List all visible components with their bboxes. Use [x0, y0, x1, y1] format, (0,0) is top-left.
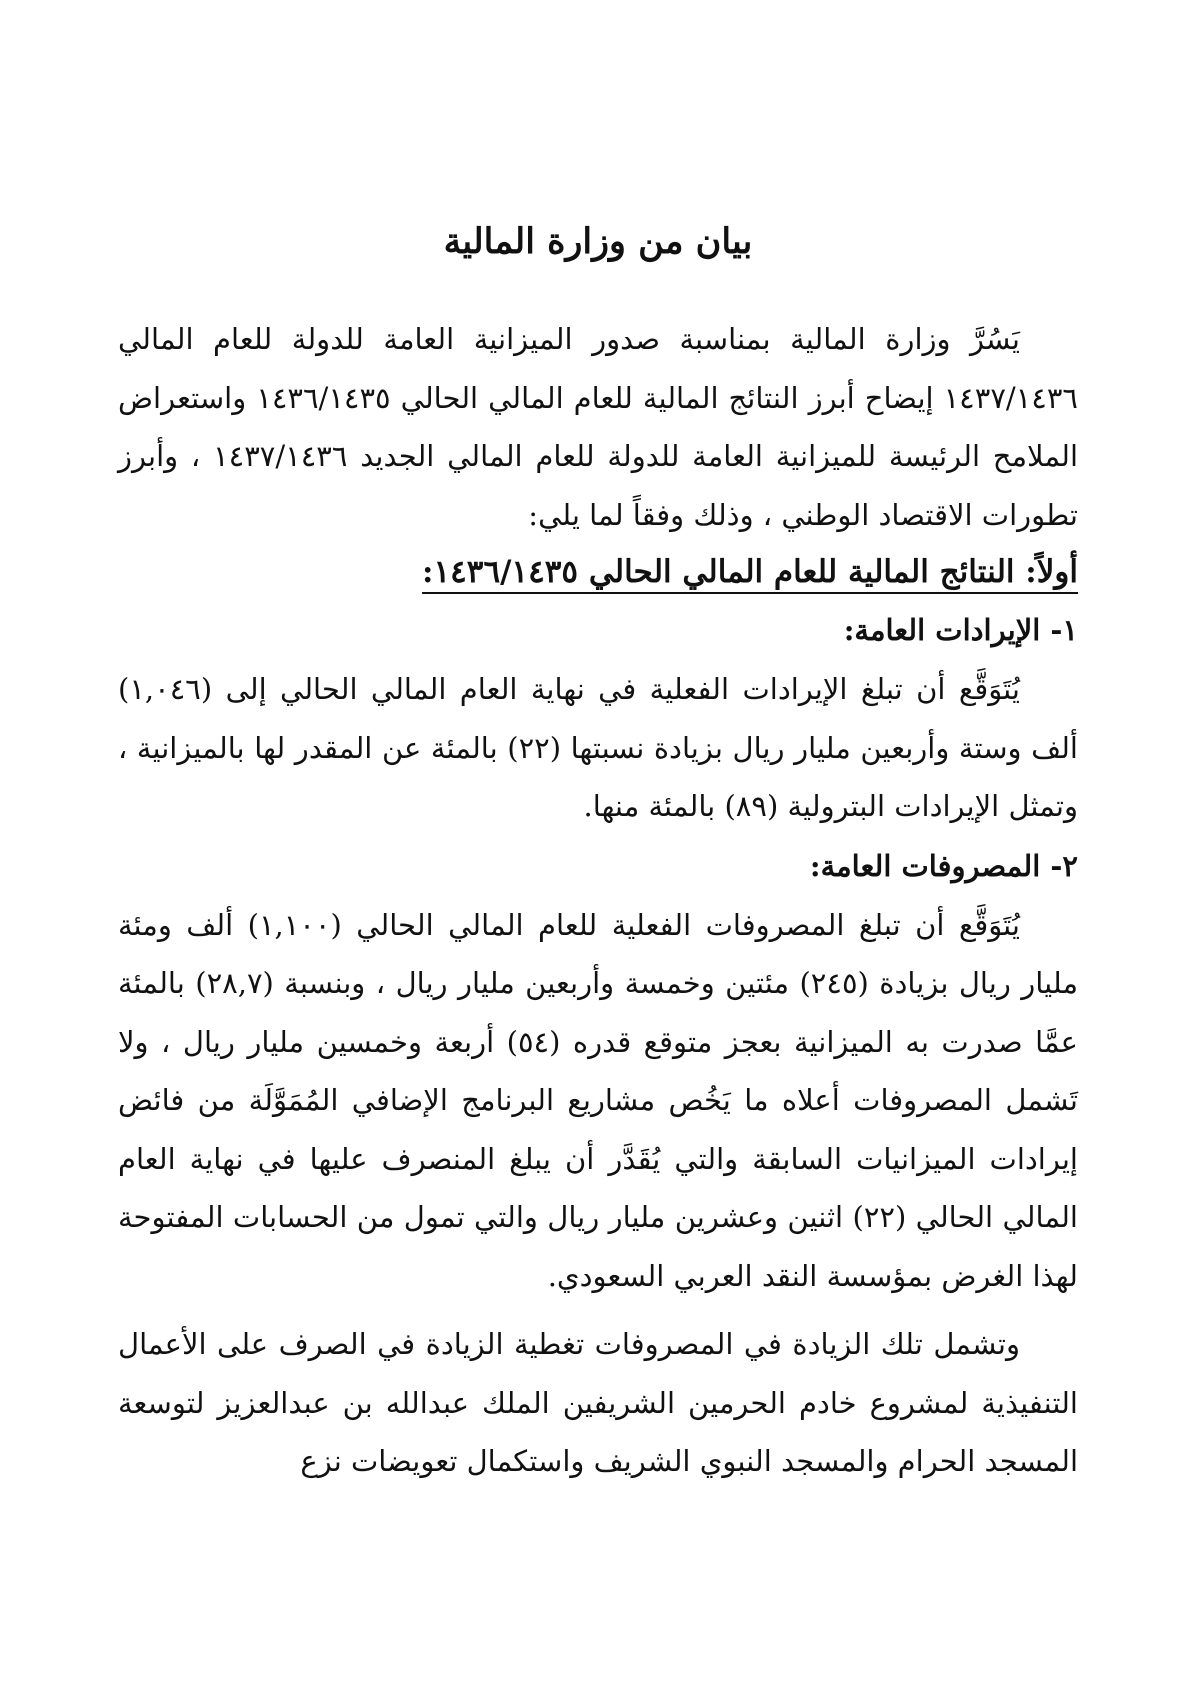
- intro-paragraph: يَسُرَّ وزارة المالية بمناسبة صدور الميزانية العامة للدولة للعام المالي ١٤٣٧/١٤٣٦ إيضاح أبرز النتائج المالية للعام المالي الحالي ١٤٣٦/١٤٣٥ واستعراض الملامح الرئيسة للميزانية العامة للدولة للعام المالي الجديد ١٤٣٧/١٤٣٦ ، وأبرز تطورات الاقتصاد الوطني ، وذلك وفقاً لما يلي:: [118, 322, 1078, 532]
- expenses-paragraph: يُتَوَقَّع أن تبلغ المصروفات الفعلية للعام المالي الحالي (١,١٠٠) ألف ومئة مليار ريال بزيادة (٢٤٥) مئتين وخمسة وأربعين مليار ريال ، وبنسبة (٢٨,٧) بالمئة عمَّا صدرت به الميزانية بعجز متوقع قدره (٥٤) أربعة وخمسين مليار ريال ، ولا تَشمل المصروفات أعلاه ما يَخُص مشاريع البرنامج الإضافي المُمَوَّلَة من فائض إيرادات الميزانيات السابقة والتي يُقَدَّر أن يبلغ المنصرف عليها في نهاية العام المالي الحالي (٢٢) اثنين وعشرين مليار ريال والتي تمول من الحسابات المفتوحة لهذا الغرض بمؤسسة النقد العربي السعودي.: [118, 907, 1079, 1293]
- revenues-paragraph: يُتَوَقَّع أن تبلغ الإيرادات الفعلية في نهاية العام المالي الحالي إلى (١,٠٤٦) ألف وستة وأربعين مليار ريال بزيادة نسبتها (٢٢) بالمئة عن المقدر لها بالميزانية ، وتمثل الإيرادات البترولية (٨٩) بالمئة منها.: [118, 672, 1078, 823]
- paragraph-spacer: [118, 1305, 1078, 1315]
- document-title: بيان من وزارة المالية: [443, 221, 753, 262]
- expenses-continuation-paragraph: وتشمل تلك الزيادة في المصروفات تغطية الزيادة في الصرف على الأعمال التنفيذية لمشروع خادم الحرمين الشريفين الملك عبدالله بن عبدالعزيز لتوسعة المسجد الحرام والمسجد النبوي الشريف واستكمال تعويضات نزع: [118, 1327, 1078, 1478]
- subheading-expenses: ٢- المصروفات العامة:: [809, 848, 1078, 883]
- section-heading-financial-results: [118, 544, 1078, 600]
- section-heading-text: أولاً: النتائج المالية للعام المالي الحالي ١٤٣٦/١٤٣٥:: [422, 554, 1078, 590]
- subheading-revenues: ١- الإيرادات العامة:: [843, 613, 1078, 647]
